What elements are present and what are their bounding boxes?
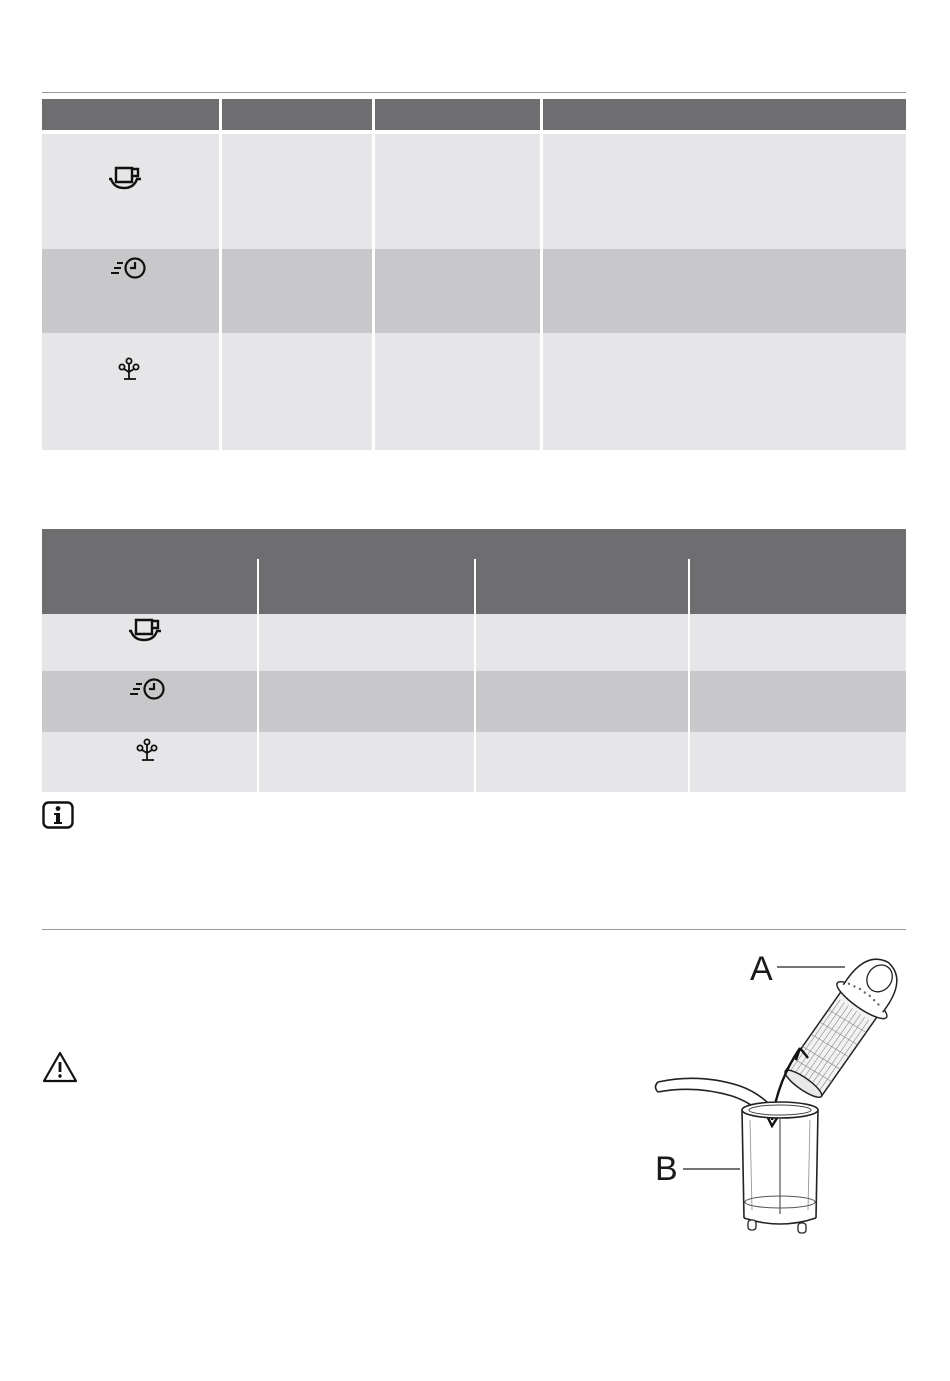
header-cell	[222, 99, 375, 130]
table-cell	[476, 732, 690, 792]
header-cell	[375, 99, 543, 130]
label-a: A	[750, 950, 773, 988]
table-cell	[543, 333, 906, 450]
programme-cell	[42, 249, 222, 333]
table-cell	[259, 671, 476, 732]
header-cell	[543, 99, 906, 130]
table-cell	[476, 614, 690, 671]
table-row	[42, 249, 906, 333]
programme-table	[42, 99, 906, 450]
quick-clock-icon	[127, 676, 167, 702]
table-cell	[222, 249, 375, 333]
table-cell	[375, 134, 543, 249]
table-row	[42, 671, 906, 732]
table-cell	[222, 134, 375, 249]
table-row	[42, 333, 906, 450]
tree-icon	[135, 738, 159, 764]
filter-illustration	[640, 930, 920, 1250]
consumption-table-header	[42, 529, 906, 614]
consumption-table	[42, 529, 906, 792]
table-cell	[690, 614, 906, 671]
warning-icon	[42, 1051, 78, 1083]
quick-clock-icon	[108, 255, 148, 281]
table-cell	[375, 333, 543, 450]
table-cell	[543, 249, 906, 333]
info-icon	[42, 801, 74, 829]
table-cell	[690, 732, 906, 792]
programme-cell	[42, 732, 259, 792]
table-row	[42, 614, 906, 671]
cup-on-saucer-icon	[128, 618, 166, 644]
table-cell	[543, 134, 906, 249]
programme-cell	[42, 614, 259, 671]
programme-cell	[42, 134, 222, 249]
table-row	[42, 134, 906, 249]
table-cell	[375, 249, 543, 333]
label-b: B	[655, 1150, 678, 1188]
table-cell	[690, 671, 906, 732]
programme-cell	[42, 671, 259, 732]
programme-table-header	[42, 99, 906, 130]
table-cell	[259, 614, 476, 671]
header-cell	[42, 99, 222, 130]
programme-cell	[42, 333, 222, 450]
tree-icon	[117, 357, 141, 383]
table-cell	[476, 671, 690, 732]
top-rule	[42, 92, 906, 93]
cup-on-saucer-icon	[108, 166, 146, 192]
table-row	[42, 732, 906, 792]
table-cell	[222, 333, 375, 450]
table-cell	[259, 732, 476, 792]
filter-drawing	[640, 930, 920, 1250]
